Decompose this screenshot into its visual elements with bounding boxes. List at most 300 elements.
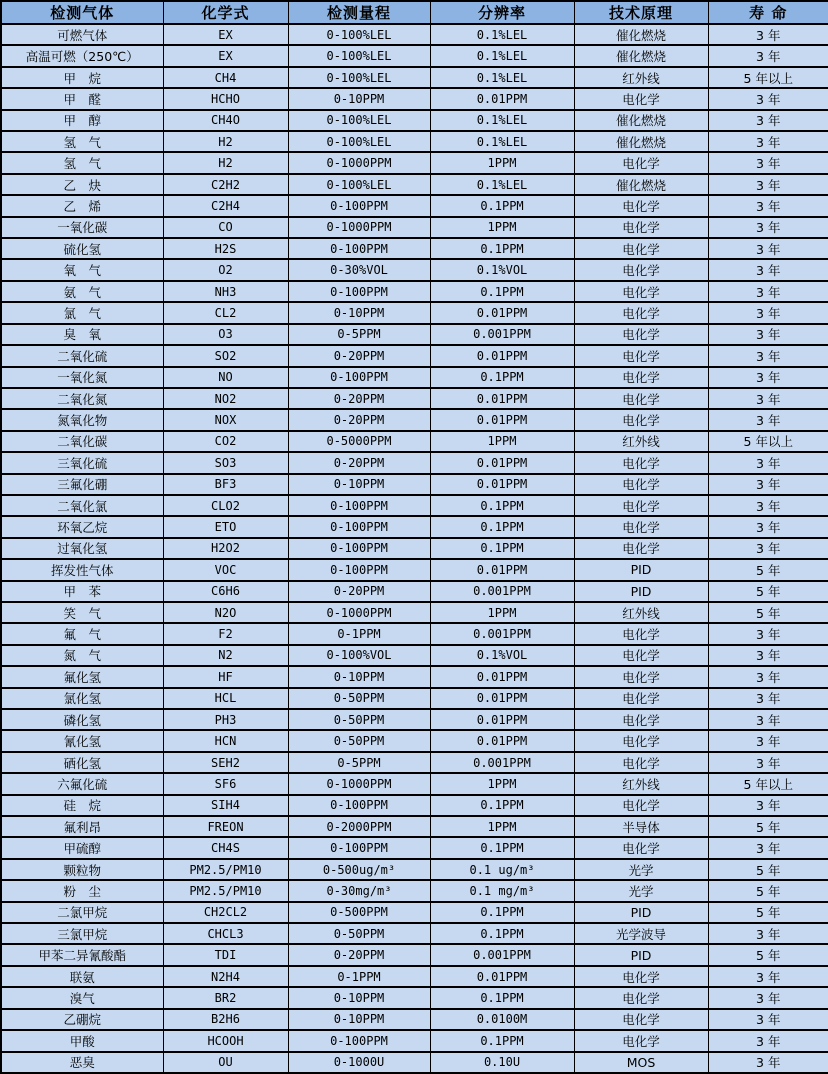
cell-formula: SIH4 [163,795,288,816]
cell-formula: SF6 [163,773,288,794]
cell-range: 0-100PPM [288,281,430,302]
cell-gas: 氟利昂 [1,816,163,837]
cell-gas: 氯化氢 [1,688,163,709]
cell-resolution: 0.01PPM [430,452,574,473]
cell-lifespan: 3 年 [708,1030,828,1051]
cell-lifespan: 3 年 [708,324,828,345]
cell-principle: 电化学 [574,495,708,516]
cell-principle: 电化学 [574,409,708,430]
cell-formula: N2O [163,602,288,623]
cell-resolution: 0.01PPM [430,409,574,430]
cell-principle: 电化学 [574,88,708,109]
cell-formula: CO2 [163,431,288,452]
cell-range: 0-100PPM [288,559,430,580]
cell-formula: C2H4 [163,195,288,216]
cell-range: 0-100%LEL [288,67,430,88]
cell-formula: HCL [163,688,288,709]
cell-principle: 电化学 [574,730,708,751]
cell-formula: SO3 [163,452,288,473]
cell-lifespan: 3 年 [708,174,828,195]
cell-gas: 一氧化氮 [1,367,163,388]
cell-range: 0-30mg/m³ [288,880,430,901]
cell-resolution: 0.1PPM [430,367,574,388]
cell-formula: O2 [163,259,288,280]
cell-formula: CL2 [163,302,288,323]
cell-resolution: 0.01PPM [430,388,574,409]
cell-lifespan: 3 年 [708,752,828,773]
cell-range: 0-2000PPM [288,816,430,837]
cell-principle: 电化学 [574,709,708,730]
cell-lifespan: 5 年以上 [708,67,828,88]
cell-lifespan: 5 年 [708,816,828,837]
cell-resolution: 0.1PPM [430,1030,574,1051]
cell-range: 0-50PPM [288,923,430,944]
cell-resolution: 0.01PPM [430,709,574,730]
cell-lifespan: 3 年 [708,452,828,473]
cell-resolution: 0.1%LEL [430,131,574,152]
cell-lifespan: 3 年 [708,217,828,238]
cell-formula: NO [163,367,288,388]
table-row [1,730,828,751]
cell-range: 0-1000PPM [288,773,430,794]
cell-lifespan: 3 年 [708,730,828,751]
cell-formula: O3 [163,324,288,345]
cell-gas: 二氧化氯 [1,495,163,516]
table-row [1,452,828,473]
header-row [1,1,828,24]
cell-formula: PM2.5/PM10 [163,880,288,901]
cell-formula: B2H6 [163,1009,288,1030]
cell-resolution: 0.10U [430,1052,574,1074]
table-row [1,409,828,430]
cell-lifespan: 5 年以上 [708,773,828,794]
cell-range: 0-100PPM [288,516,430,537]
cell-resolution: 0.01PPM [430,666,574,687]
cell-range: 0-100PPM [288,538,430,559]
table-row [1,923,828,944]
cell-formula: C2H2 [163,174,288,195]
cell-principle: 电化学 [574,474,708,495]
cell-formula: N2H4 [163,966,288,987]
cell-principle: 电化学 [574,217,708,238]
table-row [1,474,828,495]
cell-range: 0-100PPM [288,195,430,216]
cell-lifespan: 3 年 [708,538,828,559]
cell-resolution: 1PPM [430,431,574,452]
cell-gas: 氧 气 [1,259,163,280]
cell-lifespan: 3 年 [708,195,828,216]
cell-range: 0-100%LEL [288,110,430,131]
cell-gas: 甲苯二异氰酸酯 [1,944,163,965]
cell-formula: OU [163,1052,288,1074]
cell-range: 0-5PPM [288,752,430,773]
cell-range: 0-30%VOL [288,259,430,280]
cell-principle: 光学 [574,859,708,880]
cell-formula: PM2.5/PM10 [163,859,288,880]
cell-resolution: 0.01PPM [430,302,574,323]
cell-formula: EX [163,24,288,45]
cell-lifespan: 3 年 [708,302,828,323]
cell-gas: 硫化氢 [1,238,163,259]
cell-lifespan: 3 年 [708,1052,828,1074]
cell-range: 0-10PPM [288,88,430,109]
cell-resolution: 0.1PPM [430,238,574,259]
table-row [1,516,828,537]
cell-lifespan: 3 年 [708,709,828,730]
cell-resolution: 0.01PPM [430,345,574,366]
cell-formula: HF [163,666,288,687]
cell-principle: 电化学 [574,345,708,366]
cell-formula: CH4 [163,67,288,88]
cell-principle: MOS [574,1052,708,1074]
cell-formula: HCHO [163,88,288,109]
cell-resolution: 0.1 ug/m³ [430,859,574,880]
cell-principle: 电化学 [574,452,708,473]
cell-formula: H2 [163,131,288,152]
cell-lifespan: 3 年 [708,1009,828,1030]
cell-gas: 氟 气 [1,623,163,644]
table-row [1,645,828,666]
cell-formula: F2 [163,623,288,644]
cell-resolution: 0.1%VOL [430,645,574,666]
cell-resolution: 0.1PPM [430,516,574,537]
cell-principle: 红外线 [574,431,708,452]
cell-range: 0-100%LEL [288,45,430,66]
cell-gas: 三氧化硫 [1,452,163,473]
cell-principle: PID [574,559,708,580]
cell-lifespan: 5 年 [708,944,828,965]
cell-formula: VOC [163,559,288,580]
cell-gas: 磷化氢 [1,709,163,730]
table-row [1,837,828,858]
cell-range: 0-1000PPM [288,602,430,623]
cell-lifespan: 3 年 [708,495,828,516]
cell-principle: 电化学 [574,238,708,259]
cell-lifespan: 3 年 [708,837,828,858]
cell-gas: 一氧化碳 [1,217,163,238]
cell-principle: 电化学 [574,966,708,987]
cell-principle: 电化学 [574,645,708,666]
cell-gas: 颗粒物 [1,859,163,880]
table-row [1,24,828,45]
cell-resolution: 0.001PPM [430,324,574,345]
table-body [1,24,828,1073]
cell-lifespan: 3 年 [708,923,828,944]
cell-range: 0-1000U [288,1052,430,1074]
cell-range: 0-100%VOL [288,645,430,666]
cell-resolution: 0.0100M [430,1009,574,1030]
cell-resolution: 1PPM [430,152,574,173]
cell-lifespan: 3 年 [708,388,828,409]
cell-formula: CHCL3 [163,923,288,944]
cell-principle: PID [574,944,708,965]
table-row [1,1052,828,1074]
cell-formula: NOX [163,409,288,430]
cell-resolution: 0.1 mg/m³ [430,880,574,901]
cell-range: 0-10PPM [288,302,430,323]
table-row [1,431,828,452]
cell-formula: CH2CL2 [163,902,288,923]
cell-gas: 溴气 [1,987,163,1008]
header-cell-gas: 检测气体 [1,1,163,24]
cell-resolution: 0.1%LEL [430,45,574,66]
table-row [1,1030,828,1051]
table-row [1,345,828,366]
cell-formula: CH4O [163,110,288,131]
cell-resolution: 0.1PPM [430,538,574,559]
cell-principle: 催化燃烧 [574,131,708,152]
cell-resolution: 0.1PPM [430,195,574,216]
cell-gas: 甲 醇 [1,110,163,131]
cell-formula: PH3 [163,709,288,730]
cell-lifespan: 3 年 [708,688,828,709]
table-row [1,495,828,516]
cell-resolution: 0.001PPM [430,752,574,773]
table-row [1,709,828,730]
cell-principle: 电化学 [574,688,708,709]
cell-lifespan: 5 年以上 [708,431,828,452]
cell-gas: 笑 气 [1,602,163,623]
cell-range: 0-500ug/m³ [288,859,430,880]
cell-range: 0-1PPM [288,966,430,987]
cell-formula: ETO [163,516,288,537]
cell-gas: 氟化氢 [1,666,163,687]
cell-range: 0-20PPM [288,409,430,430]
cell-resolution: 0.001PPM [430,623,574,644]
table-row [1,388,828,409]
cell-range: 0-100PPM [288,495,430,516]
table-row [1,752,828,773]
cell-range: 0-20PPM [288,581,430,602]
table-row [1,688,828,709]
cell-range: 0-100PPM [288,795,430,816]
cell-principle: 催化燃烧 [574,24,708,45]
header-cell-range: 检测量程 [288,1,430,24]
cell-gas: 环氧乙烷 [1,516,163,537]
table-row [1,88,828,109]
cell-formula: H2 [163,152,288,173]
cell-resolution: 1PPM [430,217,574,238]
cell-gas: 乙 烯 [1,195,163,216]
cell-range: 0-5PPM [288,324,430,345]
cell-principle: 电化学 [574,795,708,816]
table-row [1,174,828,195]
cell-gas: 臭 氧 [1,324,163,345]
cell-lifespan: 3 年 [708,45,828,66]
cell-principle: 电化学 [574,259,708,280]
cell-formula: SO2 [163,345,288,366]
cell-lifespan: 3 年 [708,987,828,1008]
cell-range: 0-1000PPM [288,217,430,238]
cell-gas: 氮氧化物 [1,409,163,430]
table-row [1,259,828,280]
table-row [1,195,828,216]
cell-resolution: 0.01PPM [430,559,574,580]
cell-resolution: 0.01PPM [430,688,574,709]
header-cell-resolution: 分辨率 [430,1,574,24]
cell-gas: 三氟化硼 [1,474,163,495]
cell-resolution: 0.1PPM [430,795,574,816]
cell-lifespan: 5 年 [708,902,828,923]
cell-resolution: 0.1%VOL [430,259,574,280]
cell-lifespan: 3 年 [708,666,828,687]
cell-principle: 电化学 [574,324,708,345]
table-row [1,880,828,901]
cell-lifespan: 3 年 [708,131,828,152]
cell-resolution: 0.1%LEL [430,24,574,45]
cell-lifespan: 3 年 [708,281,828,302]
cell-range: 0-500PPM [288,902,430,923]
cell-lifespan: 5 年 [708,559,828,580]
cell-gas: 二氧化碳 [1,431,163,452]
table-row [1,217,828,238]
cell-lifespan: 3 年 [708,966,828,987]
cell-range: 0-100PPM [288,238,430,259]
cell-formula: H2S [163,238,288,259]
cell-lifespan: 3 年 [708,516,828,537]
cell-principle: 半导体 [574,816,708,837]
cell-principle: 电化学 [574,752,708,773]
cell-principle: 电化学 [574,538,708,559]
cell-gas: 硒化氢 [1,752,163,773]
cell-resolution: 0.1PPM [430,495,574,516]
cell-formula: EX [163,45,288,66]
table-row [1,859,828,880]
cell-formula: SEH2 [163,752,288,773]
cell-principle: 催化燃烧 [574,174,708,195]
cell-principle: 电化学 [574,281,708,302]
table-row [1,302,828,323]
cell-lifespan: 3 年 [708,795,828,816]
cell-formula: H2O2 [163,538,288,559]
cell-principle: PID [574,581,708,602]
cell-range: 0-5000PPM [288,431,430,452]
cell-lifespan: 3 年 [708,474,828,495]
cell-gas: 甲硫醇 [1,837,163,858]
cell-gas: 硅 烷 [1,795,163,816]
cell-range: 0-50PPM [288,688,430,709]
cell-principle: 电化学 [574,367,708,388]
cell-principle: 电化学 [574,302,708,323]
cell-gas: 甲酸 [1,1030,163,1051]
table-row [1,538,828,559]
cell-principle: 电化学 [574,152,708,173]
cell-range: 0-10PPM [288,1009,430,1030]
cell-gas: 二氧化硫 [1,345,163,366]
cell-lifespan: 3 年 [708,409,828,430]
table-row [1,559,828,580]
cell-lifespan: 5 年 [708,602,828,623]
cell-resolution: 0.001PPM [430,944,574,965]
cell-range: 0-50PPM [288,709,430,730]
cell-resolution: 1PPM [430,773,574,794]
table-row [1,944,828,965]
cell-range: 0-10PPM [288,666,430,687]
cell-lifespan: 3 年 [708,238,828,259]
cell-gas: 三氯甲烷 [1,923,163,944]
cell-principle: 光学 [574,880,708,901]
cell-gas: 挥发性气体 [1,559,163,580]
cell-principle: 电化学 [574,1009,708,1030]
table-row [1,623,828,644]
cell-resolution: 0.1PPM [430,281,574,302]
cell-range: 0-20PPM [288,452,430,473]
cell-principle: 光学波导 [574,923,708,944]
cell-lifespan: 3 年 [708,24,828,45]
cell-gas: 乙硼烷 [1,1009,163,1030]
cell-formula: HCOOH [163,1030,288,1051]
cell-range: 0-100%LEL [288,24,430,45]
cell-principle: 电化学 [574,837,708,858]
cell-range: 0-100PPM [288,367,430,388]
table-row [1,602,828,623]
table-row [1,966,828,987]
header-cell-principle: 技术原理 [574,1,708,24]
cell-gas: 联氨 [1,966,163,987]
cell-formula: BF3 [163,474,288,495]
cell-gas: 高温可燃（250℃） [1,45,163,66]
cell-range: 0-10PPM [288,987,430,1008]
cell-gas: 过氧化氢 [1,538,163,559]
cell-gas: 二氯甲烷 [1,902,163,923]
cell-resolution: 0.1PPM [430,923,574,944]
cell-principle: 电化学 [574,623,708,644]
cell-formula: CLO2 [163,495,288,516]
cell-formula: N2 [163,645,288,666]
cell-gas: 氯 气 [1,302,163,323]
cell-principle: 红外线 [574,67,708,88]
cell-principle: 红外线 [574,773,708,794]
cell-range: 0-50PPM [288,730,430,751]
table-row [1,581,828,602]
cell-gas: 氮 气 [1,645,163,666]
table-row [1,795,828,816]
cell-formula: C6H6 [163,581,288,602]
cell-range: 0-1000PPM [288,152,430,173]
cell-formula: CH4S [163,837,288,858]
table-row [1,367,828,388]
table-row [1,666,828,687]
cell-range: 0-20PPM [288,345,430,366]
cell-range: 0-100%LEL [288,174,430,195]
cell-principle: PID [574,902,708,923]
cell-resolution: 0.01PPM [430,88,574,109]
table-row [1,281,828,302]
cell-principle: 红外线 [574,602,708,623]
cell-resolution: 0.001PPM [430,581,574,602]
cell-formula: FREON [163,816,288,837]
cell-gas: 乙 炔 [1,174,163,195]
cell-range: 0-10PPM [288,474,430,495]
cell-range: 0-1PPM [288,623,430,644]
cell-resolution: 0.01PPM [430,474,574,495]
cell-resolution: 0.1%LEL [430,110,574,131]
table-row [1,67,828,88]
cell-lifespan: 3 年 [708,88,828,109]
cell-resolution: 0.1%LEL [430,174,574,195]
table-row [1,987,828,1008]
cell-lifespan: 3 年 [708,152,828,173]
cell-range: 0-100PPM [288,837,430,858]
cell-resolution: 0.1PPM [430,987,574,1008]
cell-formula: TDI [163,944,288,965]
table-row [1,238,828,259]
cell-range: 0-20PPM [288,944,430,965]
cell-lifespan: 5 年 [708,859,828,880]
cell-resolution: 1PPM [430,602,574,623]
cell-lifespan: 3 年 [708,345,828,366]
table-row [1,902,828,923]
